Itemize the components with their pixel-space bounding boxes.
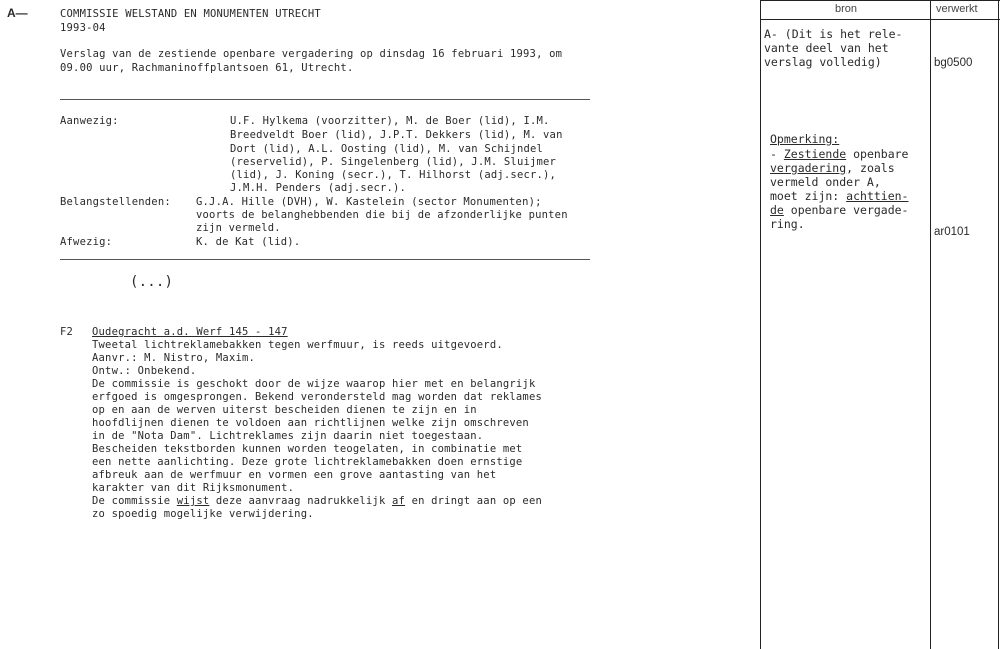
remark-line: ring.	[770, 217, 805, 231]
item-line: erfgoed is omgesprongen. Bekend verondersteld mag worden dat reklames	[92, 391, 542, 403]
attendance-rule	[60, 259, 590, 260]
item-title: Oudegracht a.d. Werf 145 - 147	[92, 326, 288, 338]
item-line: afbreuk aan de werfmuur en vormen een grove aantasting van het	[92, 469, 497, 481]
report-line-1: Verslag van de zestiende openbare vergadering op dinsdag 16 februari 1993, om	[60, 48, 563, 60]
annotation-panel	[760, 0, 1000, 649]
panel-column-divider	[930, 0, 931, 649]
remark-line	[770, 161, 895, 175]
column-header-verwerkt: verwerkt	[936, 3, 978, 15]
remark-de: de	[770, 203, 784, 217]
panel-header-rule	[760, 19, 1000, 20]
present-line: (lid), J. Koning (secr.), T. Hilhorst (adj.secr.),	[230, 169, 557, 181]
stakeholders-line: zijn vermeld.	[196, 222, 281, 234]
remark-part: , zoals	[846, 161, 895, 175]
remark-line	[770, 189, 908, 203]
ellipsis-mark: (...)	[130, 274, 174, 290]
source-note-line: A- (Dit is het rele-	[764, 27, 903, 41]
organisation-heading: COMMISSIE WELSTAND EN MONUMENTEN UTRECHT	[60, 8, 321, 20]
processed-code: ar0101	[934, 226, 970, 238]
verdict-line-2: zo spoedig mogelijke verwijdering.	[92, 508, 314, 520]
verdict-part: deze aanvraag nadrukkelijk	[209, 495, 392, 507]
item-line: Ontw.: Onbekend.	[92, 365, 197, 377]
present-line: (reservelid), P. Singelenberg (lid), J.M. Sluijmer	[230, 156, 557, 168]
absent-value: K. de Kat (lid).	[196, 236, 301, 248]
absent-label: Afwezig:	[60, 236, 113, 248]
verdict-part: De commissie	[92, 495, 177, 507]
remark-zestiende: Zestiende	[783, 147, 847, 161]
item-line: op en aan de werven uiterst bescheiden dienen te zijn en in	[92, 404, 477, 416]
remark-line	[770, 203, 908, 217]
report-line-2: 09.00 uur, Rachmaninoffplantsoen 61, Utrecht.	[60, 62, 354, 74]
source-note-line: vante deel van het	[764, 41, 889, 55]
item-line: De commissie is geschokt door de wijze waarop hier met en belangrijk	[92, 378, 536, 390]
present-line: U.F. Hylkema (voorzitter), M. de Boer (lid), I.M.	[230, 115, 550, 127]
header-rule	[60, 99, 590, 100]
verdict-line	[92, 495, 542, 508]
remark-achttiende: achttien-	[846, 189, 909, 203]
stakeholders-label: Belangstellenden:	[60, 196, 171, 208]
present-label: Aanwezig:	[60, 115, 119, 127]
section-letter: A—	[7, 6, 28, 20]
item-line: Aanvr.: M. Nistro, Maxim.	[92, 352, 256, 364]
remark-part: openbare	[846, 147, 909, 161]
verdict-part: en dringt aan op een	[405, 495, 542, 507]
processed-code: bg0500	[934, 57, 973, 69]
remark-part: openbare vergade-	[783, 203, 909, 217]
present-line: Dort (lid), A.L. Oosting (lid), M. van Schijndel	[230, 143, 544, 155]
item-line: hoofdlijnen dienen te voldoen aan richtlijnen welke zijn omschreven	[92, 417, 529, 429]
item-line: karakter van dit Rijksmonument.	[92, 482, 295, 494]
stakeholders-line: voorts de belanghebbenden die bij de afzonderlijke punten	[196, 209, 568, 221]
present-line: Breedveldt Boer (lid), J.P.T. Dekkers (lid), M. van	[230, 129, 563, 141]
column-header-bron: bron	[835, 3, 858, 15]
remark-part: moet zijn:	[770, 189, 847, 203]
item-line: Bescheiden tekstborden kunnen worden teogelaten, in combinatie met	[92, 443, 523, 455]
item-line: een nette aanlichting. Deze grote lichtreklamebakken doen ernstige	[92, 456, 523, 468]
item-line: Tweetal lichtreklamebakken tegen werfmuur, is reeds uitgevoerd.	[92, 339, 503, 351]
item-code: F2	[60, 326, 74, 338]
remark-line: vermeld onder A,	[770, 175, 881, 189]
remark-part: -	[770, 147, 784, 161]
verdict-af: af	[392, 495, 406, 507]
verdict-wijst: wijst	[176, 495, 210, 507]
item-line: in de "Nota Dam". Lichtreklames zijn daarin niet toegestaan.	[92, 430, 484, 442]
stakeholders-line: G.J.A. Hille (DVH), W. Kastelein (sector Monumenten);	[196, 196, 542, 208]
panel-top-border	[760, 0, 1000, 1]
remark-label: Opmerking:	[770, 132, 840, 146]
source-note-line: verslag volledig)	[764, 55, 882, 69]
document-number: 1993-04	[60, 22, 106, 34]
remark-vergadering: vergadering	[770, 161, 847, 175]
panel-border-right	[998, 0, 999, 649]
present-line: J.M.H. Penders (adj.secr.).	[230, 182, 407, 194]
panel-border-left	[760, 0, 761, 649]
remark-line	[770, 147, 908, 161]
